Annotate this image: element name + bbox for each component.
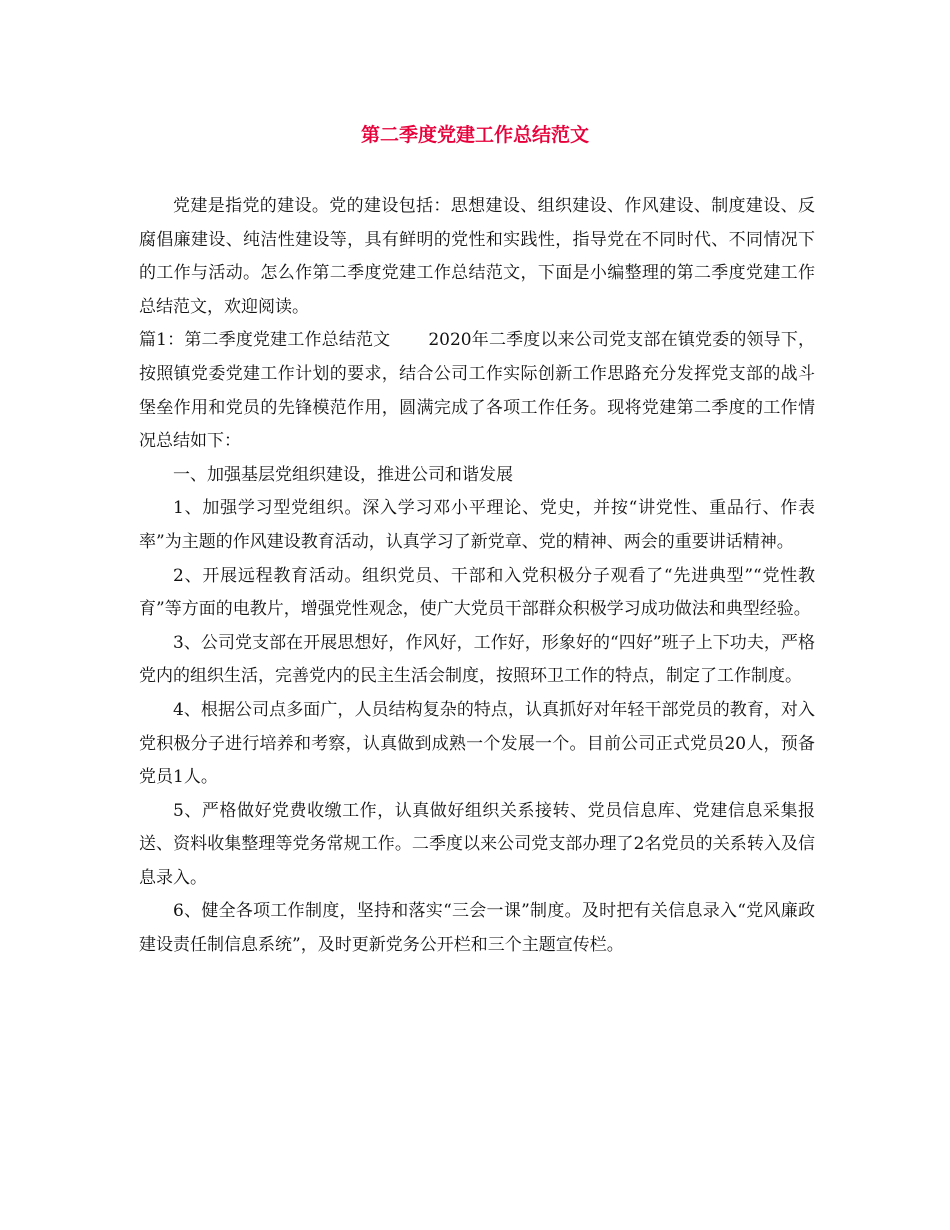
article-lead: 2020年二季度以来公司党支部在镇党委的领导下，按照镇党委党建工作计划的要求，结合公司工作实际创新工作思路充分发挥党支部的战斗堡垒作用和党员的先锋模范作用，圆满完成了各项工作任务。现将党建第二季度的工作情况总结如下： [139,330,815,452]
list-item: 2、开展远程教育活动。组织党员、干部和入党积极分子观看了“先进典型”“党性教育”等方面的电教片，增强党性观念，使广大党员干部群众积极学习成功做法和典型经验。 [139,565,815,620]
document-title: 第二季度党建工作总结范文 [360,124,589,146]
section-heading: 一、加强基层党组织建设，推进公司和谐发展 [173,464,513,485]
list-item: 6、健全各项工作制度，坚持和落实“三会一课”制度。及时把有关信息录入“党风廉政建设责任制信息系统”，及时更新党务公开栏和三个主题宣传栏。 [139,901,815,956]
intro-paragraph: 党建是指党的建设。党的建设包括：思想建设、组织建设、作风建设、制度建设、反腐倡廉建设、纯洁性建设等，具有鲜明的党性和实践性，指导党在不同时代、不同情况下的工作与活动。怎么作第二季度党建工作总结范文，下面是小编整理的第二季度党建工作总结范文，欢迎阅读。 [139,196,815,317]
list-item: 1、加强学习型党组织。深入学习邓小平理论、党史，并按“讲党性、重品行、作表率”为主题的作风建设教育活动，认真学习了新党章、党的精神、两会的重要讲话精神。 [139,498,815,552]
list-item: 3、公司党支部在开展思想好，作风好，工作好，形象好的“四好”班子上下功夫，严格党内的组织生活，完善党内的民主生活会制度，按照环卫工作的特点，制定了工作制度。 [139,632,815,687]
document-body [139,190,815,963]
list-item: 4、根据公司点多面广，人员结构复杂的特点，认真抓好对年轻干部党员的教育，对入党积极分子进行培养和考察，认真做到成熟一个发展一个。目前公司正式党员20人，预备党员1人。 [139,699,815,788]
article-paragraph [139,324,815,458]
list-item: 5、严格做好党费收缴工作，认真做好组织关系接转、党员信息库、党建信息采集报送、资料收集整理等党务常规工作。二季度以来公司党支部办理了2名党员的关系转入及信息录入。 [139,800,815,888]
article-label: 篇1：第二季度党建工作总结范文 [139,330,391,351]
